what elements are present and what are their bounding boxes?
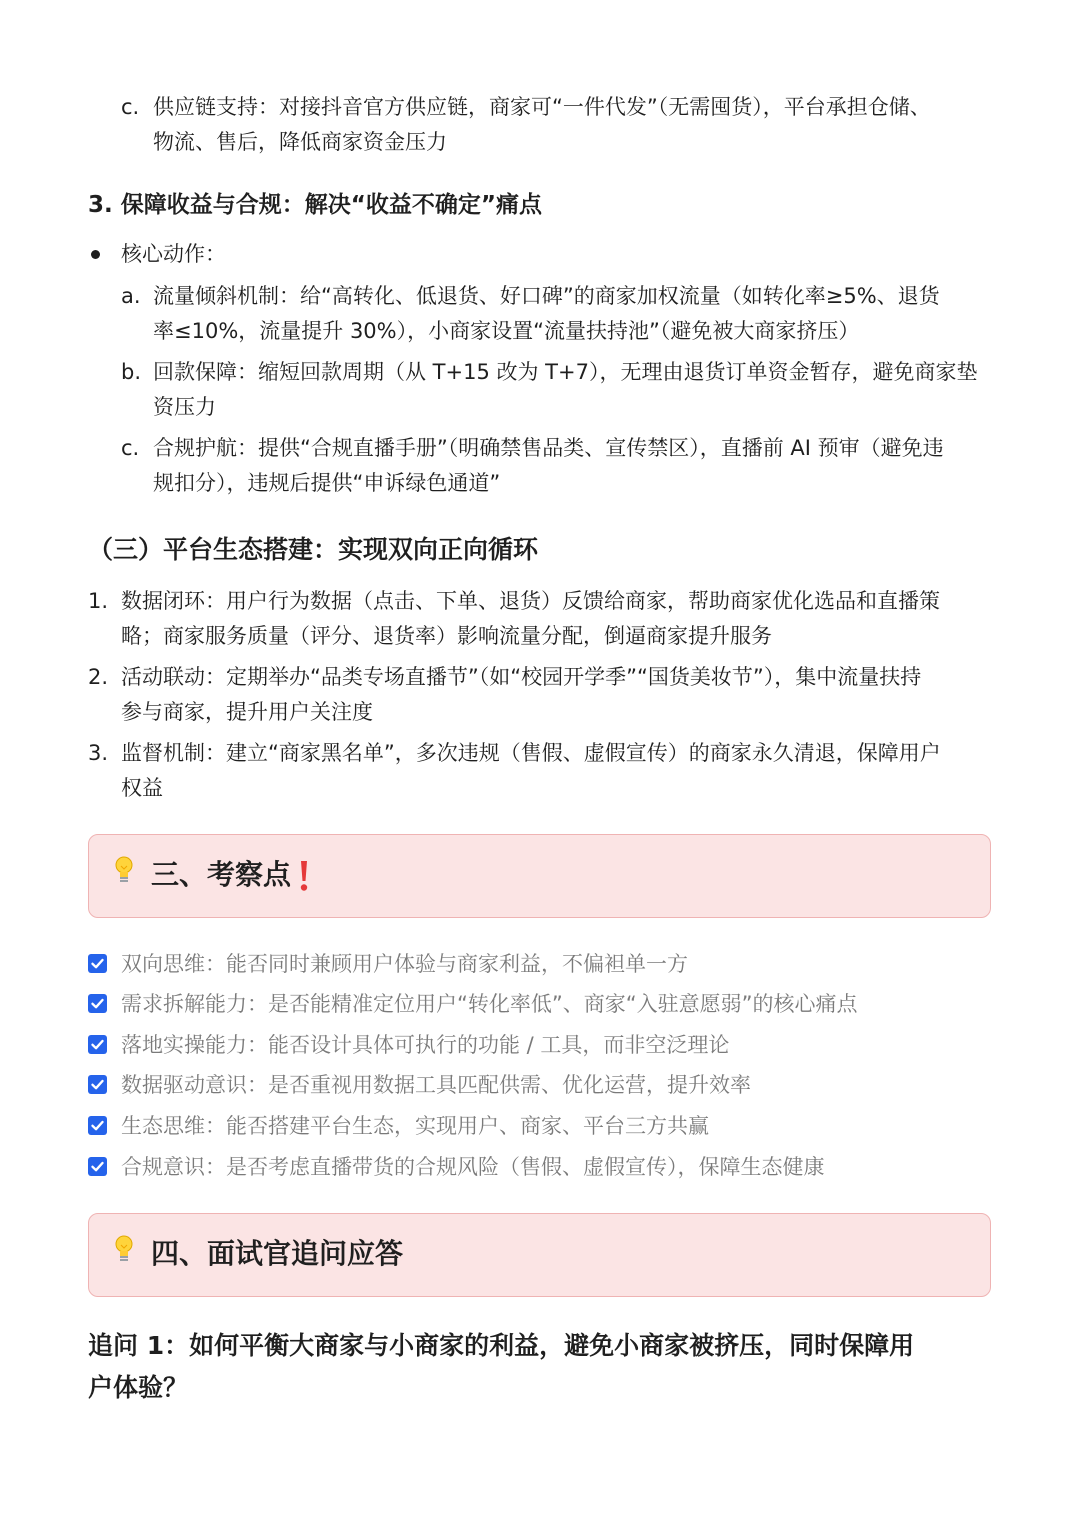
- list-marker: 1.: [88, 589, 109, 613]
- list-item: [121, 736, 993, 806]
- list-item-line: 合规护航：提供“合规直播手册”（明确禁售品类、宣传禁区），直播前 AI 预审（避免违: [153, 436, 944, 460]
- list-item-line: 供应链支持：对接抖音官方供应链，商家可“一件代发”（无需囤货），平台承担仓储、: [153, 95, 931, 119]
- list-item-line: 数据闭环：用户行为数据（点击、下单、退货）反馈给商家，帮助商家优化选品和直播策: [121, 589, 940, 613]
- checkmark-icon: [88, 1157, 107, 1176]
- list-item-line: 活动联动：定期举办“品类专场直播节”（如“校园开学季”“国货美妆节”），集中流量扶持: [121, 665, 922, 689]
- list-item-line: 参与商家，提升用户关注度: [121, 700, 373, 724]
- lightbulb-icon: [113, 1234, 135, 1264]
- checkbox[interactable]: [88, 1157, 107, 1176]
- list-item: [153, 355, 993, 425]
- list-item-line: 回款保障：缩短回款周期（从 T+15 改为 T+7），无理由退货订单资金暂存，避免商家垫: [153, 360, 978, 384]
- list-marker: c.: [121, 95, 140, 119]
- list-marker: b.: [121, 360, 142, 384]
- checkmark-icon: [88, 1116, 107, 1135]
- list-marker: c.: [121, 436, 140, 460]
- list-item-line: 略；商家服务质量（评分、退货率）影响流量分配，倒逼商家提升服务: [121, 624, 772, 648]
- checklist-text: 落地实操能力：能否设计具体可执行的功能 / 工具，而非空泛理论: [121, 1033, 730, 1057]
- checklist-text: 双向思维：能否同时兼顾用户体验与商家利益，不偏袒单一方: [121, 952, 688, 976]
- list-item: [153, 90, 993, 160]
- section-heading: （三）平台生态搭建：实现双向正向循环: [88, 535, 539, 564]
- list-marker: 2.: [88, 665, 109, 689]
- checklist-text: 合规意识：是否考虑直播带货的合规风险（售假、虚假宣传），保障生态健康: [121, 1155, 825, 1179]
- question-line: 追问 1：如何平衡大商家与小商家的利益，避免小商家被挤压，同时保障用: [88, 1331, 915, 1360]
- checkbox[interactable]: [88, 994, 107, 1013]
- list-marker: a.: [121, 284, 141, 308]
- exclamation-icon: [299, 859, 309, 893]
- checkmark-icon: [88, 1075, 107, 1094]
- list-item-line: 权益: [121, 776, 163, 800]
- callout-box: [88, 834, 991, 918]
- callout-box: [88, 1213, 991, 1297]
- checklist-text: 数据驱动意识：是否重视用数据工具匹配供需、优化运营，提升效率: [121, 1073, 751, 1097]
- checkbox[interactable]: [88, 1035, 107, 1054]
- question-line: 户体验？: [88, 1373, 189, 1402]
- checkbox[interactable]: [88, 954, 107, 973]
- callout-title: 三、考察点: [151, 858, 292, 891]
- checkbox[interactable]: [88, 1116, 107, 1135]
- list-item-line: 物流、售后，降低商家资金压力: [153, 130, 447, 154]
- bullet-text: 核心动作：: [121, 242, 226, 266]
- list-item-line: 率≤10%，流量提升 30%），小商家设置“流量扶持池”（避免被大商家挤压）: [153, 319, 860, 343]
- lightbulb-icon: [113, 855, 135, 885]
- list-item: [153, 431, 993, 501]
- callout-title: 四、面试官追问应答: [151, 1237, 404, 1270]
- list-item: [121, 660, 993, 730]
- list-marker: 3.: [88, 741, 109, 765]
- list-item-line: 资压力: [153, 395, 216, 419]
- checkmark-icon: [88, 954, 107, 973]
- list-item-line: 规扣分），违规后提供“申诉绿色通道”: [153, 471, 501, 495]
- bullet-dot-icon: [91, 250, 100, 259]
- checklist-text: 需求拆解能力：是否能精准定位用户“转化率低”、商家“入驻意愿弱”的核心痛点: [121, 992, 858, 1016]
- checkmark-icon: [88, 1035, 107, 1054]
- checklist-text: 生态思维：能否搭建平台生态，实现用户、商家、平台三方共赢: [121, 1114, 709, 1138]
- checkmark-icon: [88, 994, 107, 1013]
- subsection-heading: 3. 保障收益与合规：解决“收益不确定”痛点: [88, 192, 542, 218]
- question-heading: [88, 1325, 993, 1409]
- checkbox[interactable]: [88, 1075, 107, 1094]
- list-item: [121, 584, 993, 654]
- list-item-line: 监督机制：建立“商家黑名单”，多次违规（售假、虚假宣传）的商家永久清退，保障用户: [121, 741, 941, 765]
- list-item-line: 流量倾斜机制：给“高转化、低退货、好口碑”的商家加权流量（如转化率≥5%、退货: [153, 284, 940, 308]
- list-item: [153, 279, 993, 349]
